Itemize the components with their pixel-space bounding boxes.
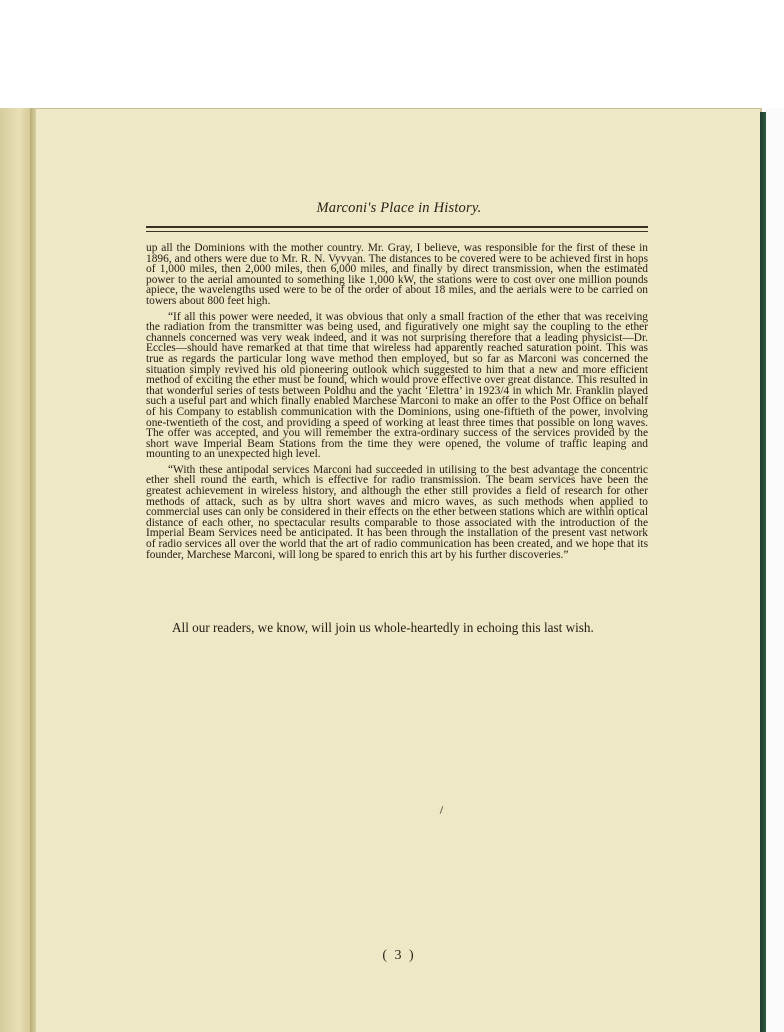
header-rule-thick	[146, 226, 648, 228]
paragraph-2: “If all this power were needed, it was obvious that only a small fraction of the ether that was receiving the radiation from the transmitter was being used, and figuratively one might say the coupling to the ether channels concerned was very weak indeed, and it was not surprising therefore that a leading physicist—Dr. Eccles—should have remarked at that time that wireless had apparently reached saturation point. This was true as regards the particular long wave method then employed, but so far as Marconi was concerned the situation simply revived his old pioneering outlook which suggested to him that a new and more efficient method of exciting the ether must be found, which would prove effective over great distance. This resulted in that wonderful series of tests between Poldhu and the yacht ‘Elettra’ in 1923/4 in which Mr. Franklin played such a useful part and which finally enabled Marchese Marconi to make an offer to the Post Office on behalf of his Company to establish communication with the Dominions, using one-fiftieth of the power, involving one-twentieth of the cost, and providing a speed of working at least three times that possible on long waves. The offer was accepted, and you will remember the extra-ordinary success of the services provided by the short wave Imperial Beam Stations from the time they were opened, the volume of traffic leaping and mounting to an unexpected high level.	[146, 310, 648, 461]
running-title: Marconi's Place in History.	[316, 200, 482, 216]
closing-sentence: All our readers, we know, will join us whole-heartedly in echoing this last wish.	[172, 620, 594, 635]
scan-margin	[766, 108, 784, 1032]
header-rule-thin	[146, 231, 648, 232]
page-number: ( 3 )	[382, 948, 416, 963]
paragraph-3: “With these antipodal services Marconi had succeeded in utilising to the best advantage the concentric ether shell round the earth, which is effective for radio transmission. The beam services have been the greatest achievement in wireless history, and although the ether still provides a field of research for other methods of attack, such as by ultra short waves and micro waves, as such methods when applied to commercial uses can only be considered in their effects on the ether between stations which are within optical distance of each other, no spectacular results comparable to those associated with the introduction of the Imperial Beam Services need be anticipated. It has been through the installation of the present vast network of radio services all over the world that the art of radio communication has been created, and we hope that its founder, Marchese Marconi, will long be spared to enrich this art by his further discoveries.”	[146, 463, 648, 561]
left-page-edge	[0, 108, 34, 1032]
paragraph-1: up all the Dominions with the mother country. Mr. Gray, I believe, was responsible for the first of these in 1896, and others were due to Mr. R. N. Vyvyan. The distances to be covered were to be achieved first in hops of 1,000 miles, then 2,000 miles, then 6,000 miles, and finally by direct transmission, when the estimated power to the aerial amounted to something like 1,000 kW, the stations were to cost over one million pounds apiece, the wavelengths used were to be of the order of about 18 miles, and the aerials were to be carried on towers about 800 feet high.	[146, 242, 648, 307]
article-body	[146, 243, 648, 565]
